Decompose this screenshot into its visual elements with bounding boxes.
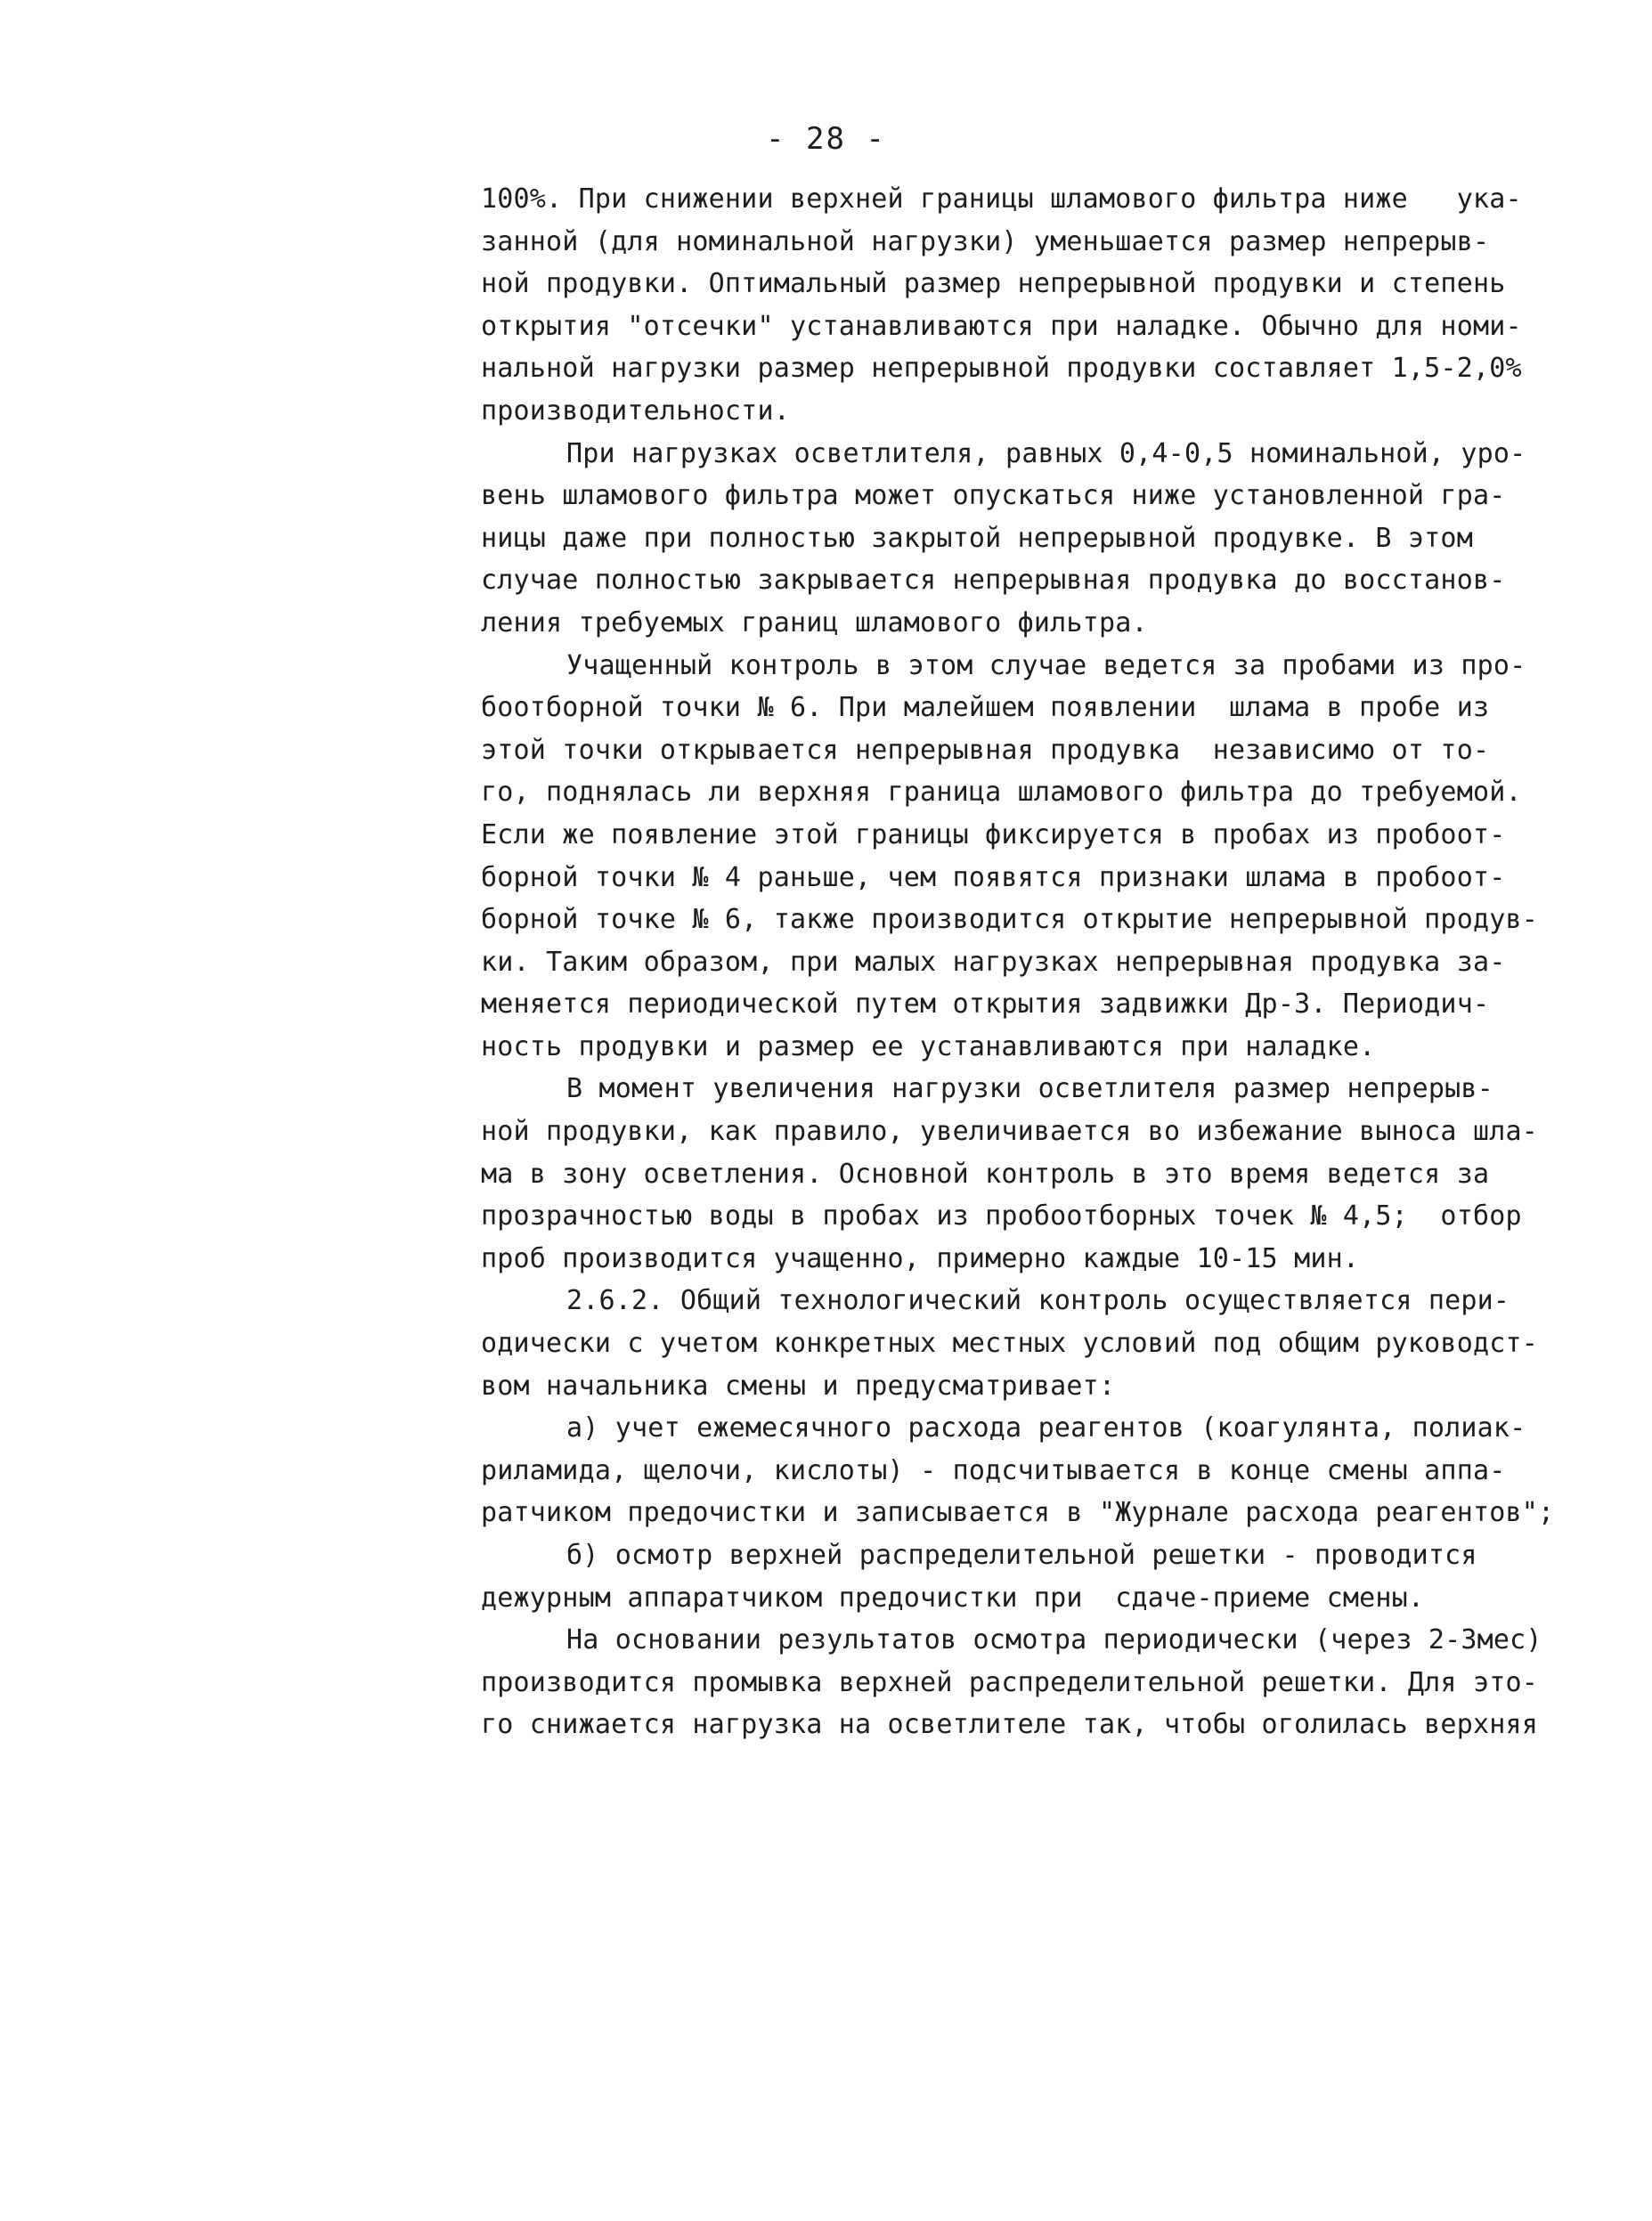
text-line: го снижается нагрузка на осветлителе так, чтобы оголилась верхняя: [481, 1709, 1538, 1741]
page-number: - 28 -: [766, 121, 886, 157]
text-line: ления требуемых границ шламового фильтра.: [481, 606, 1148, 639]
text-line: нальной нагрузки размер непрерывной продувки составляет 1,5-2,0%: [481, 353, 1522, 385]
text-line: ной продувки. Оптимальный размер непрерывной продувки и степень: [481, 268, 1506, 300]
text-line: проб производится учащенно, примерно каждые 10-15 мин.: [481, 1242, 1360, 1274]
text-line: ность продувки и размер ее устанавливаются при наладке.: [481, 1030, 1376, 1062]
text-line: ной продувки, как правило, увеличивается во избежание выноса шла-: [481, 1116, 1538, 1148]
text-line: риламида, щелочи, кислоты) - подсчитывается в конце смены аппа-: [481, 1454, 1506, 1486]
text-line: открытия "отсечки" устанавливаются при наладке. Обычно для номи-: [481, 310, 1522, 342]
text-line: производительности.: [481, 395, 790, 427]
text-line: ратчиком предочистки и записывается в "Журнале расхода реагентов";: [481, 1497, 1555, 1529]
paragraph-first-line: 2.6.2. Общий технологический контроль осуществляется пери-: [566, 1285, 1510, 1317]
text-line: боотборной точки № 6. При малейшем появлении шлама в пробе из: [481, 692, 1490, 724]
paragraph-first-line: б) осмотр верхней распределительной решетки - проводится: [566, 1540, 1477, 1571]
text-line: ма в зону осветления. Основной контроль в это время ведется за: [481, 1158, 1490, 1190]
text-line: этой точки открывается непрерывная продувка независимо от то-: [481, 734, 1490, 766]
text-line: 100%. При снижении верхней границы шламового фильтра ниже ука-: [481, 183, 1522, 215]
paragraph-first-line: а) учет ежемесячного расхода реагентов (коагулянта, полиак-: [566, 1412, 1526, 1444]
text-line: занной (для номинальной нагрузки) уменьшается размер непрерыв-: [481, 225, 1490, 257]
text-line: вом начальника смены и предусматривает:: [481, 1370, 1116, 1402]
paragraph-first-line: В момент увеличения нагрузки осветлителя размер непрерыв-: [566, 1073, 1493, 1105]
text-line: ницы даже при полностью закрытой непрерывной продувке. В этом: [481, 522, 1473, 554]
text-line: меняется периодической путем открытия задвижки Др-3. Периодич-: [481, 988, 1490, 1021]
text-line: одически с учетом конкретных местных условий под общим руководст-: [481, 1328, 1538, 1360]
text-line: го, поднялась ли верхняя граница шламового фильтра до требуемой.: [481, 777, 1522, 809]
paragraph-first-line: На основании результатов осмотра периодически (через 2-3мес): [566, 1624, 1542, 1656]
text-line: борной точке № 6, также производится открытие непрерывной продув-: [481, 904, 1538, 936]
text-line: случае полностью закрывается непрерывная продувка до восстанов-: [481, 565, 1506, 597]
text-line: прозрачностью воды в пробах из пробоотборных точек № 4,5; отбор: [481, 1200, 1522, 1233]
text-line: производится промывка верхней распределительной решетки. Для это-: [481, 1666, 1538, 1698]
paragraph-first-line: Учащенный контроль в этом случае ведется за пробами из про-: [566, 649, 1526, 681]
text-line: дежурным аппаратчиком предочистки при сдаче-приеме смены.: [481, 1582, 1425, 1614]
text-line: вень шламового фильтра может опускаться ниже установленной гра-: [481, 480, 1506, 512]
body-text: [481, 178, 1594, 1746]
text-line: ки. Таким образом, при малых нагрузках непрерывная продувка за-: [481, 946, 1506, 978]
paragraph-first-line: При нагрузках осветлителя, равных 0,4-0,5 номинальной, уро-: [566, 437, 1526, 469]
text-line: борной точки № 4 раньше, чем появятся признаки шлама в пробоот-: [481, 861, 1506, 893]
text-line: Если же появление этой границы фиксируется в пробах из пробоот-: [481, 818, 1506, 850]
